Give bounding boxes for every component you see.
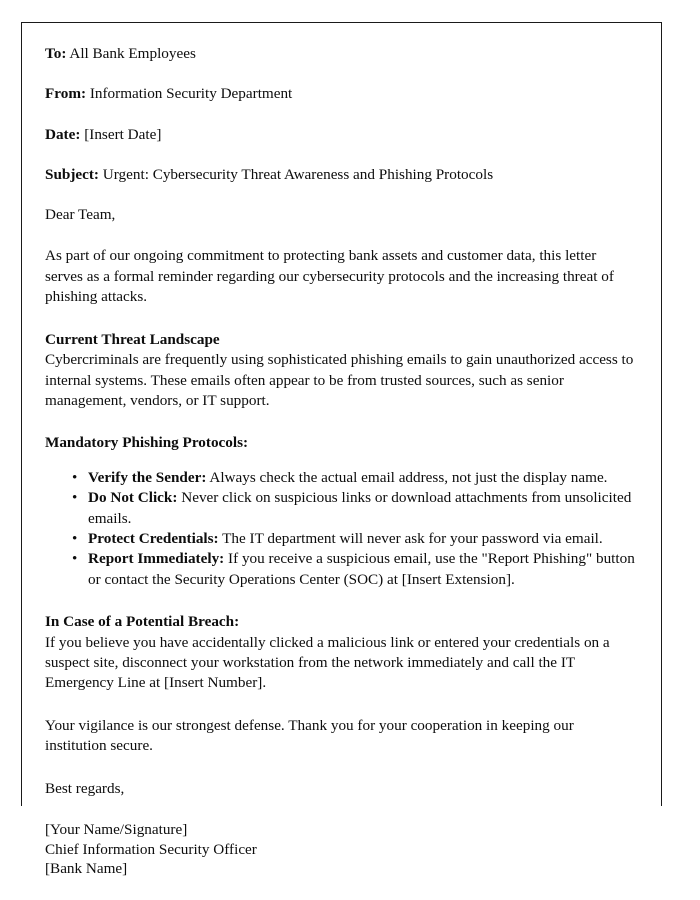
protocol-text: The IT department will never ask for your password via email. — [218, 529, 603, 547]
threat-section-heading: Current Threat Landscape — [45, 330, 220, 348]
signature-organization-line: [Bank Name] — [45, 860, 128, 878]
protocol-text: If you receive a suspicious email, use the "Report Phishing" button or contact the Security Operations Center (SOC) at [Insert Extension]. — [88, 550, 635, 588]
list-item — [88, 488, 637, 529]
intro-paragraph: As part of our ongoing commitment to protecting bank assets and customer data, this letter serves as a formal reminder regarding our cybersecurity protocols and the increasing threat of phishing attacks. — [45, 247, 614, 306]
header-field-from-value: Information Security Department — [86, 85, 293, 103]
letter-body — [45, 44, 637, 879]
signature-name-line: [Your Name/Signature] — [45, 820, 188, 838]
protocols-list — [45, 468, 637, 590]
salutation: Dear Team, — [45, 206, 116, 224]
list-item — [88, 468, 637, 488]
header-field-from — [45, 84, 637, 103]
protocol-text: Never click on suspicious links or download attachments from unsolicited emails. — [88, 489, 632, 527]
closing-paragraph: Your vigilance is our strongest defense. Thank you for your cooperation in keeping our institution secure. — [45, 716, 574, 755]
protocol-text: Always check the actual email address, not just the display name. — [206, 468, 608, 486]
list-item — [88, 529, 637, 549]
protocol-term: Protect Credentials: — [88, 529, 219, 547]
breach-section-body: If you believe you have accidentally clicked a malicious link or entered your credentials on a suspect site, disconnect your workstation from the network immediately and call the IT Emergency Line at [Insert Number]. — [45, 633, 610, 692]
breach-section-heading: In Case of a Potential Breach: — [45, 613, 240, 631]
signature-block — [45, 820, 637, 879]
header-field-subject-value: Urgent: Cybersecurity Threat Awareness and Phishing Protocols — [99, 165, 494, 183]
header-field-date-label: Date: — [45, 125, 81, 143]
header-field-subject-label: Subject: — [45, 165, 99, 183]
header-field-to-label: To: — [45, 45, 67, 62]
header-field-date-value: [Insert Date] — [80, 125, 162, 143]
threat-section-body: Cybercriminals are frequently using sophisticated phishing emails to gain unauthorized access to internal systems. These emails often appear to be from trusted sources, such as senior management, vendors, or IT support. — [45, 351, 634, 409]
header-field-date — [45, 125, 637, 144]
list-item — [88, 549, 637, 590]
header-field-to — [45, 44, 637, 63]
protocols-section-heading: Mandatory Phishing Protocols: — [45, 434, 249, 452]
protocol-term: Verify the Sender: — [88, 468, 207, 486]
protocol-term: Do Not Click: — [88, 489, 178, 507]
header-field-subject — [45, 165, 637, 184]
header-field-from-label: From: — [45, 85, 87, 103]
header-field-to-value: All Bank Employees — [66, 45, 196, 62]
signoff: Best regards, — [45, 779, 125, 797]
signature-title-line: Chief Information Security Officer — [45, 840, 257, 858]
protocol-term: Report Immediately: — [88, 550, 225, 568]
